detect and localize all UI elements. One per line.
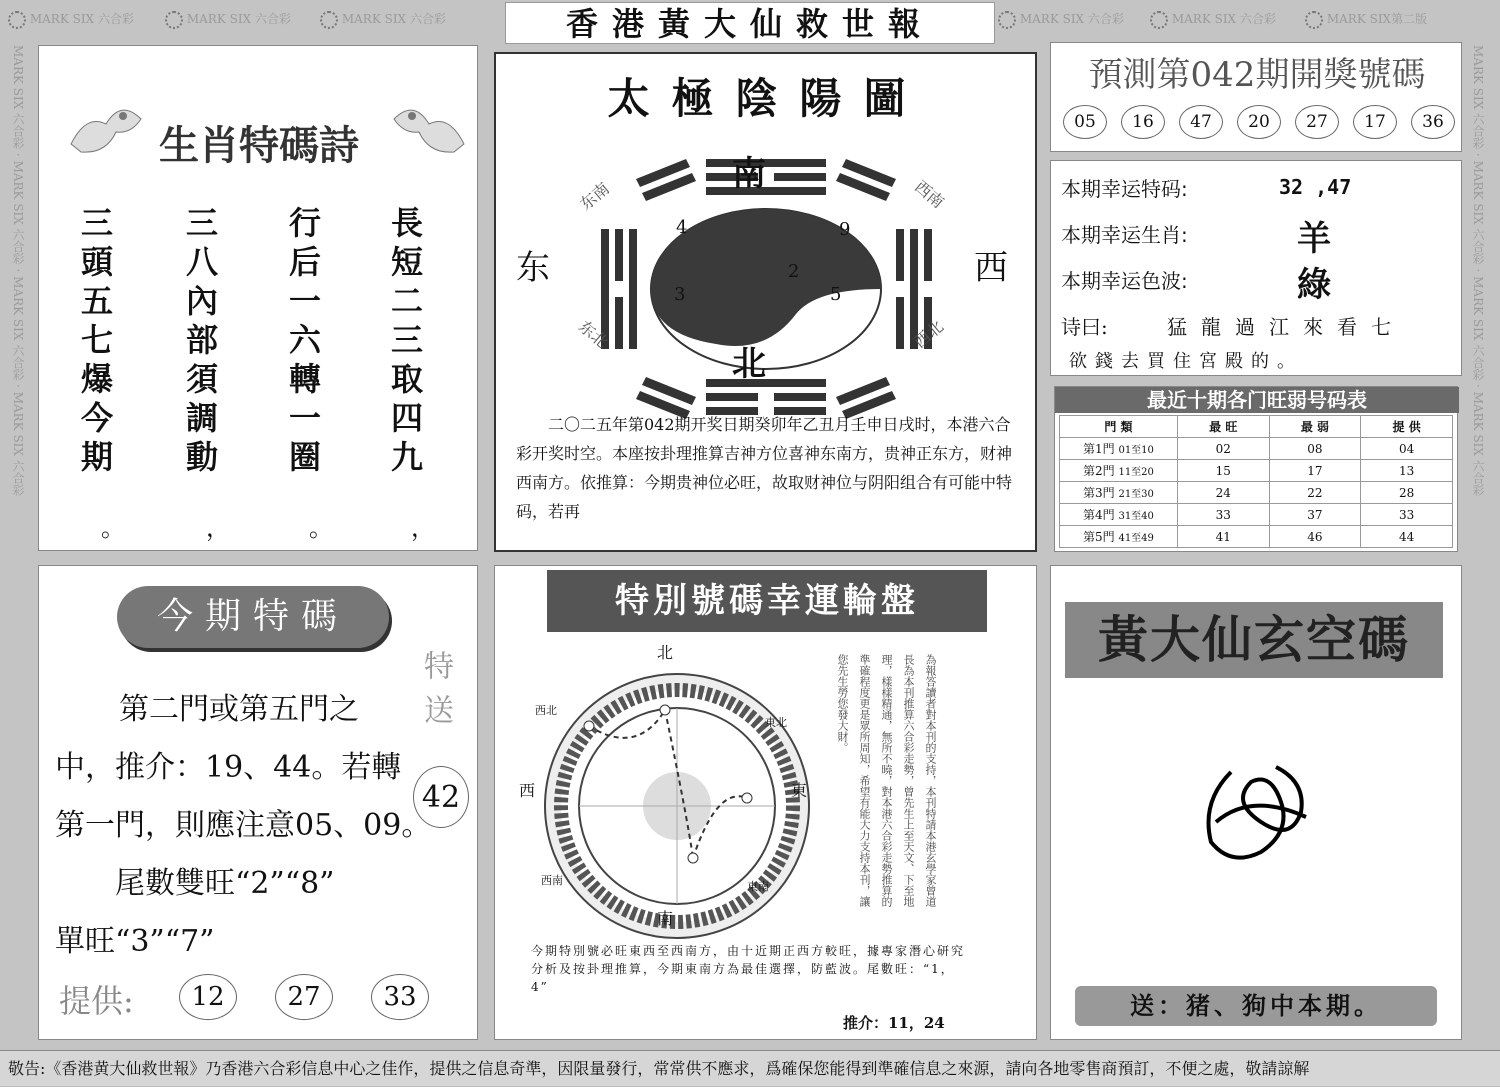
offer-cell: 33 [1361,504,1453,526]
table-row [1060,438,1453,460]
special-offer-label: 提供: [59,982,134,1020]
border-label: MARK SIX [1471,160,1485,225]
wheel-panel [494,565,1037,1040]
lucky-zodiac-value: 羊 [1297,219,1331,259]
door-range: 11至20 [1118,467,1154,478]
hot-cell: 41 [1177,526,1269,548]
border-label-alt: 六合彩 [11,228,25,265]
door-range: 21至30 [1118,489,1154,500]
taiji-panel [494,52,1037,552]
border-label: MARK SIX [1471,45,1485,110]
predict-number: 05 [1063,105,1107,139]
poem-punct: 。 [101,514,125,542]
taiji-num: 5 [830,284,842,305]
border-label-alt: 六合彩 [1087,12,1124,26]
predict-number: 36 [1411,105,1455,139]
door-label: 第3門 [1082,486,1115,500]
dir-se: 东南 [576,178,614,214]
taiji-num: 9 [839,219,851,240]
hot-cell: 15 [1177,460,1269,482]
special-gift-label: 特送 [418,650,453,738]
right-border: MARK SIX 六合彩 · MARK SIX 六合彩 · MARK SIX 六合彩 · MARK SIX 六合彩 [1471,45,1485,496]
border-label-alt: 六合彩 [254,12,291,26]
hot-cell: 02 [1177,438,1269,460]
lucky-code-label: 本期幸运特码: [1061,177,1188,201]
xuankong-send: 送：猪、狗中本期。 [1075,986,1437,1026]
taiji-num: 2 [788,261,800,282]
ranking-header: 最 弱 [1269,416,1361,438]
border-tile [1150,10,1276,29]
ranking-table [1059,415,1453,548]
cold-cell: 46 [1269,526,1361,548]
door-range: 41至49 [1118,533,1154,544]
cold-cell: 17 [1269,460,1361,482]
dir-south: 南 [732,154,766,194]
border-label-alt: 六合彩 [1471,228,1485,265]
door-label: 第5門 [1082,530,1115,544]
ranking-header: 提 供 [1361,416,1453,438]
flower-icon [8,11,26,29]
predict-number: 47 [1179,105,1223,139]
ranking-title: 最近十期各门旺弱号码表 [1055,387,1459,413]
lucky-poem-line: 欲錢去買住宮殿的。 [1069,351,1303,372]
issue-label: 第二版 [1391,12,1428,26]
dir-north: 北 [732,344,766,384]
door-cell [1060,460,1178,482]
taiji-num: 4 [676,217,688,238]
lucky-zodiac-label: 本期幸运生肖: [1061,223,1188,247]
offer-cell: 04 [1361,438,1453,460]
lucky-panel [1050,160,1462,376]
wheel-dir-n: 北 [657,643,674,662]
predict-title: 預測第042期開獎號碼 [1088,55,1426,95]
door-label: 第1門 [1082,442,1115,456]
poem-punct: ， [411,514,435,542]
border-tile [165,10,291,29]
cold-cell: 08 [1269,438,1361,460]
xuankong-panel [1050,565,1462,1040]
special-offer-number: 33 [371,974,429,1020]
lucky-code-value: 32 ,47 [1279,175,1352,199]
table-row [1060,482,1453,504]
border-label-alt: 六合彩 [1471,459,1485,496]
special-offer-number: 12 [179,974,237,1020]
special-line: 中，推介：19、44。若轉 [55,750,402,785]
special-line: 單旺“3”“7” [55,924,215,959]
border-label-alt: 六合彩 [1471,344,1485,381]
door-range: 31至40 [1118,511,1154,522]
lucky-poem-line: 猛龍過江來看七 [1167,315,1405,339]
table-row [1060,526,1453,548]
hot-cell: 24 [1177,482,1269,504]
ranking-header: 門 類 [1060,416,1178,438]
footer-text: 敬告:《香港黄大仙救世報》乃香港六合彩信息中心之佳作，提供之信息奇準，因限量發行，常常供不應求，爲確保您能得到準確信息之來源，請向各地零售商預訂，不便之處，敬請諒解 [8,1059,1310,1078]
predict-panel [1050,42,1462,152]
wheel-bottom-text: 今期特別號必旺東西至西南方，由十近期正西方較旺，據專家潛心研究分析及按卦理推算，今期東南方為最佳選擇，防藍波。尾數旺：“1，4” [531,944,966,994]
lucky-poem-label: 诗曰: [1061,315,1108,339]
ranking-header-row [1060,416,1453,438]
poem-punct: 。 [309,514,333,542]
cold-cell: 22 [1269,482,1361,504]
special-offer-number: 27 [275,974,333,1020]
predict-numbers [1063,105,1455,139]
wheel-diagram [537,666,817,946]
door-cell [1060,438,1178,460]
footer-bar [0,1050,1500,1086]
border-tile [8,10,134,29]
predict-number: 27 [1295,105,1339,139]
xuankong-title: 黃大仙玄空碼 [1065,602,1443,678]
masthead-title: 香港黃大仙救世報 [565,5,934,43]
border-label: MARK SIX [1326,12,1392,26]
poem-punct: ， [206,514,230,542]
border-label: MARK SIX [11,391,25,456]
table-row [1060,504,1453,526]
dragon-right-icon [384,94,474,164]
border-tile [1305,10,1427,29]
table-row [1060,460,1453,482]
flower-icon [165,11,183,29]
dir-ne: 东北 [574,316,612,352]
border-label: MARK SIX [186,12,252,26]
left-border: MARK SIX 六合彩 · MARK SIX 六合彩 · MARK SIX 六合彩 · MARK SIX 六合彩 [11,45,25,496]
ranking-panel [1054,386,1458,552]
offer-cell: 44 [1361,526,1453,548]
special-line: 第二門或第五門之 [119,692,359,727]
poem-title: 生肖特碼詩 [159,122,359,169]
ranking-header: 最 旺 [1177,416,1269,438]
taiji-num: 3 [674,284,686,305]
special-title: 今期特碼 [156,596,349,637]
wheel-dir-ne: 東北 [765,716,787,729]
poem-column: 長短二三取四九 [386,206,424,479]
border-label: MARK SIX [29,12,95,26]
border-label-alt: 六合彩 [1471,113,1485,150]
border-label-alt: 六合彩 [11,344,25,381]
border-label: MARK SIX [11,45,25,110]
dir-east: 东 [516,248,550,288]
border-label-alt: 六合彩 [11,113,25,150]
border-label: MARK SIX [1171,12,1237,26]
predict-number: 20 [1237,105,1281,139]
border-label: MARK SIX [11,160,25,225]
hot-cell: 33 [1177,504,1269,526]
bagua-diagram [556,139,976,439]
lucky-color-value: 綠 [1297,265,1331,305]
border-tile [998,10,1124,29]
poem-column: 行后一六轉一圈 [284,206,322,479]
border-label: MARK SIX [1471,276,1485,341]
border-label-alt: 六合彩 [1239,12,1276,26]
border-tile [320,10,446,29]
flower-icon [1150,11,1168,29]
border-label-alt: 六合彩 [409,12,446,26]
door-label: 第4門 [1082,508,1115,522]
border-label-alt: 六合彩 [97,12,134,26]
xuankong-scribble [1191,752,1321,872]
dir-sw: 西南 [910,176,948,212]
border-label-alt: 六合彩 [11,459,25,496]
flower-icon [1305,11,1323,29]
wheel-dir-s: 南 [657,909,674,928]
door-cell [1060,504,1178,526]
special-title-pill [117,586,389,648]
door-label: 第2門 [1082,464,1115,478]
dir-west: 西 [974,248,1008,288]
poem-column: 三頭五七爆今期 [76,206,114,479]
wheel-dir-e: 東 [791,781,808,800]
taiji-title: 太極陰陽圖 [607,74,928,123]
poem-panel [38,45,478,551]
special-line: 尾數雙旺“2”“8” [115,866,335,901]
wheel-dir-sw: 西南 [541,874,563,887]
special-gift-number: 42 [413,766,469,828]
predict-number: 17 [1353,105,1397,139]
dir-nw: 西北 [910,316,948,352]
door-range: 01至10 [1118,445,1154,456]
special-panel [38,565,478,1040]
border-label: MARK SIX [341,12,407,26]
wheel-dir-w: 西 [519,781,536,800]
dragon-left-icon [61,94,151,164]
wheel-side-text: 為報答讀者對本刊的支持，本刊特請本港玄學家曾道長為本刊推算六合彩走勢，曾先生上至天文、下至地理，樣樣精通，無所不曉，對本港六合彩走勢推算的準確程度更是眾所周知，希望有能大力支持本刊，讓您先生勞您發大財。 [836,654,937,907]
border-label: MARK SIX [1019,12,1085,26]
masthead [505,2,995,44]
wheel-dir-nw: 西北 [535,704,557,717]
poem-column: 三八內部須調動 [181,206,219,479]
predict-number: 16 [1121,105,1165,139]
cold-cell: 37 [1269,504,1361,526]
border-label: MARK SIX [11,276,25,341]
offer-cell: 28 [1361,482,1453,504]
special-line: 第一門，則應注意05、09。 [55,808,432,843]
wheel-recommend: 推介：11，24 [843,1014,945,1032]
wheel-dir-se: 東南 [747,880,769,893]
door-cell [1060,526,1178,548]
border-label: MARK SIX [1471,391,1485,456]
flower-icon [998,11,1016,29]
lucky-color-label: 本期幸运色波: [1061,269,1188,293]
flower-icon [320,11,338,29]
door-cell [1060,482,1178,504]
ranking-table-wrap [1059,415,1453,548]
offer-cell: 13 [1361,460,1453,482]
wheel-title: 特別號碼幸運輪盤 [547,570,987,632]
taiji-text: 二〇二五年第042期开奖日期癸卯年乙丑月壬申日戌时，本港六合彩开奖时空。本座按卦理推算吉神方位喜神东南方，贵神正东方，财神西南方。依推算：今期贵神位必旺，故取财神位与阴阳组合有可能中特码，若再 [516,415,1013,521]
